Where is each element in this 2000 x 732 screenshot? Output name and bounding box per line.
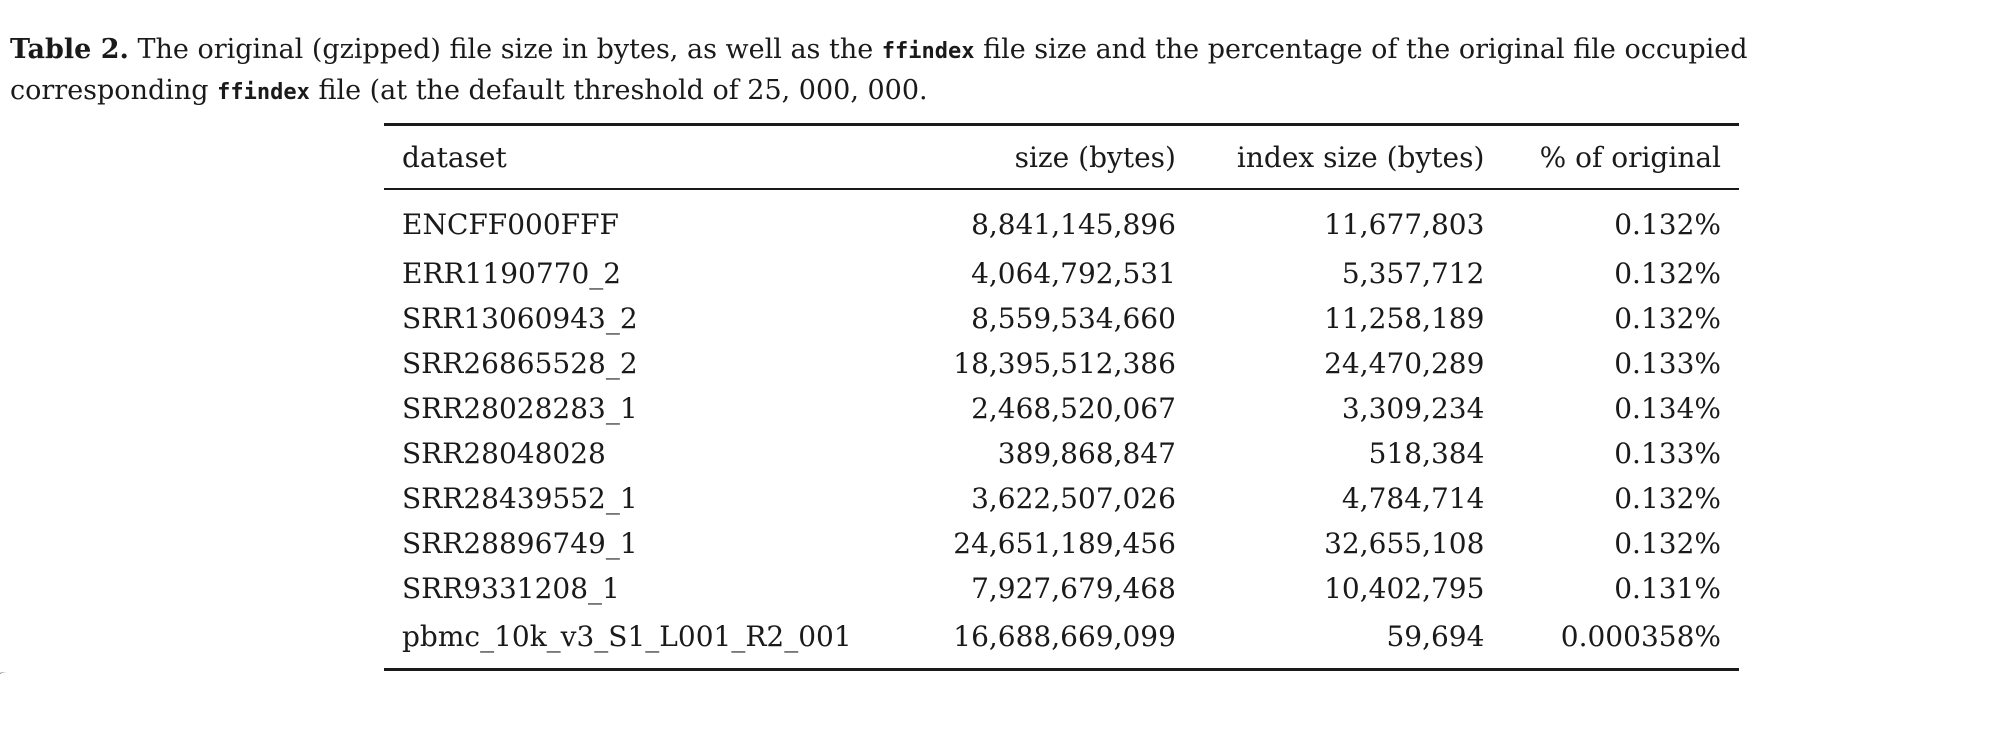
column-header-size: size (bytes)	[912, 125, 1193, 190]
caption-line-2	[10, 71, 2000, 112]
cell-percent: 0.132%	[1614, 527, 1721, 560]
cell-index-size: 11,258,189	[1324, 302, 1485, 335]
caption-text: corresponding	[10, 75, 218, 106]
table-row	[384, 431, 1739, 476]
cell-size: 8,559,534,660	[971, 302, 1176, 335]
cell-index-size: 59,694	[1194, 611, 1502, 670]
caption-code-ffindex: ffindex	[217, 80, 310, 105]
cell-percent: 0.132%	[1614, 482, 1721, 515]
cell-dataset: SRR26865528_2	[402, 347, 638, 380]
cell-size: 8,841,145,896	[971, 208, 1176, 241]
cell-dataset: SRR28048028	[402, 437, 606, 470]
table-row	[384, 386, 1739, 431]
cell-dataset: pbmc_10k_v3_S1_L001_R2_001	[384, 611, 912, 670]
cell-index-size: 4,784,714	[1341, 482, 1485, 515]
table-row	[384, 611, 1739, 670]
table-caption	[10, 30, 2000, 112]
cell-percent: 0.000358%	[1502, 611, 1739, 670]
file-size-table	[384, 123, 1739, 671]
cell-percent: 0.132%	[1614, 302, 1721, 335]
cell-percent: 0.134%	[1614, 392, 1721, 425]
caption-line-1	[10, 30, 2000, 71]
caption-label: Table 2.	[10, 34, 129, 65]
cell-percent: 0.132%	[1614, 208, 1721, 241]
cell-percent: 0.132%	[1614, 257, 1721, 290]
cell-size: 2,468,520,067	[971, 392, 1176, 425]
cell-dataset: SRR28896749_1	[402, 527, 638, 560]
table-header-row	[384, 125, 1739, 190]
cell-index-size: 32,655,108	[1324, 527, 1485, 560]
table-row	[384, 341, 1739, 386]
cell-size: 7,927,679,468	[971, 572, 1176, 605]
cell-index-size: 11,677,803	[1324, 208, 1485, 241]
column-header-percent: % of original	[1502, 125, 1739, 190]
cell-index-size: 518,384	[1368, 437, 1485, 470]
cell-size: 16,688,669,099	[912, 611, 1193, 670]
cell-size: 4,064,792,531	[971, 257, 1176, 290]
cell-size: 24,651,189,456	[953, 527, 1176, 560]
cell-index-size: 10,402,795	[1324, 572, 1485, 605]
caption-code-ffindex: ffindex	[881, 39, 975, 64]
caption-text: file size and the percentage of the original file occupied	[974, 34, 1748, 65]
cell-dataset: ERR1190770_2	[402, 257, 622, 290]
caption-text: The original (gzipped) file size in bytes, as well as the	[128, 34, 882, 65]
cell-dataset: SRR28439552_1	[402, 482, 638, 515]
cell-size: 3,622,507,026	[971, 482, 1176, 515]
table-row	[384, 566, 1739, 611]
table-body	[384, 189, 1739, 670]
table-row	[384, 521, 1739, 566]
table-row	[384, 296, 1739, 341]
column-header-index-size: index size (bytes)	[1194, 125, 1502, 190]
cell-size: 18,395,512,386	[953, 347, 1176, 380]
table-row	[384, 476, 1739, 521]
cell-dataset: SRR13060943_2	[402, 302, 638, 335]
cell-percent: 0.133%	[1614, 347, 1721, 380]
cell-index-size: 3,309,234	[1341, 392, 1485, 425]
cell-percent: 0.131%	[1614, 572, 1721, 605]
caption-text: file (at the default threshold of 25, 000, 000.	[309, 75, 928, 106]
cell-dataset: SRR9331208_1	[402, 572, 620, 605]
cell-dataset: ENCFF000FFF	[402, 208, 619, 241]
cell-index-size: 5,357,712	[1341, 257, 1485, 290]
cell-dataset: SRR28028283_1	[402, 392, 638, 425]
cell-size: 389,868,847	[997, 437, 1176, 470]
column-header-dataset: dataset	[384, 125, 912, 190]
table-row	[384, 251, 1739, 296]
table-row	[384, 189, 1739, 251]
cell-percent: 0.133%	[1614, 437, 1721, 470]
page-edge-mark	[0, 672, 10, 732]
cell-index-size: 24,470,289	[1324, 347, 1485, 380]
